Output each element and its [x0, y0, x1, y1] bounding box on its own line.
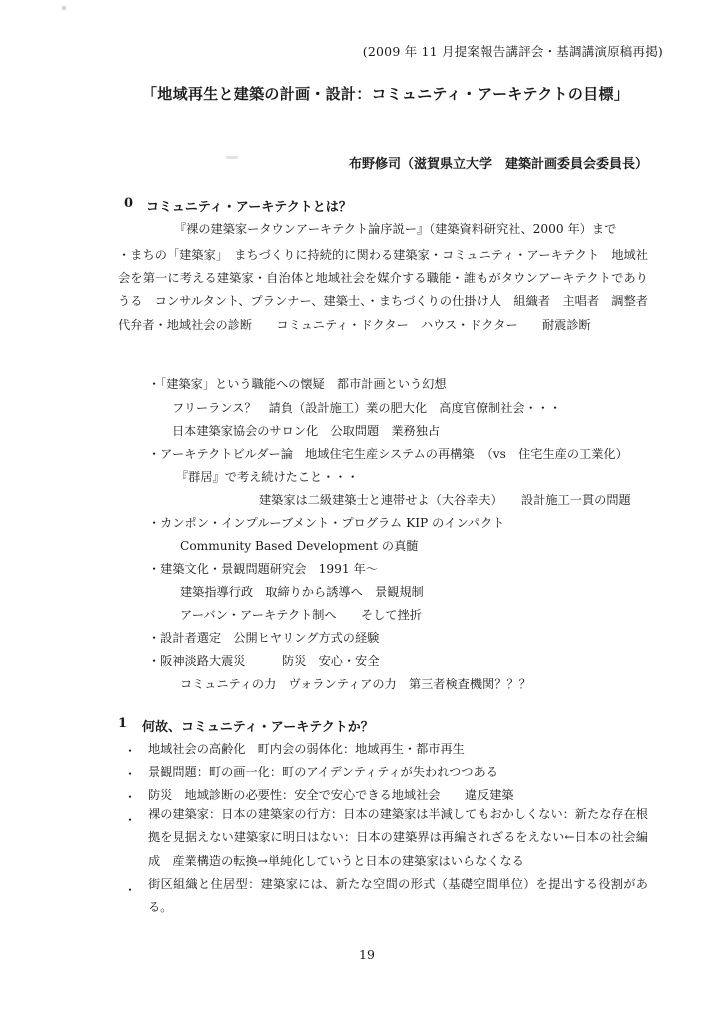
list-line: ・建築文化・景観問題研究会 1991 年～ [148, 562, 378, 576]
list-line: 建築指導行政 取締りから誘導へ 景観規制 [180, 585, 424, 599]
section-0-number: 0 [124, 196, 134, 211]
section-1-heading: 何故、コミュニティ・アーキテクトか？ [142, 720, 374, 735]
list-line: 建築家は二級建築士と連帯せよ（大谷幸夫） 設計施工一貫の問題 [259, 493, 631, 507]
list-line: ・アーキテクトビルダー論 地域住宅生産システムの再構築 （vs 住宅生産の工業化） [148, 447, 628, 461]
page-number: 19 [359, 947, 375, 962]
list-line: アーバン・アーキテクト制へ そして挫折 [180, 608, 422, 622]
list-line: 『群居』で考え続けたこと・・・ [176, 470, 359, 484]
bullet-marker: ・ [124, 883, 137, 897]
author-line: 布野修司（滋賀県立大学 建築計画委員会委員長） [349, 157, 649, 172]
list-line: ・「建築家」という職能への懐疑 都市計画という幻想 [148, 377, 447, 391]
bullet-marker: ・ [124, 790, 137, 804]
section-1-item: 裸の建築家：日本の建築家の行方：日本の建築家は半減してもおかしくない：新たな存在根拠を見据えない建築家に明日はない：日本の建築界は再編されざるをえない←日本の社会編成 産業構造の転換→単純化していうと日本の建築家はいらなくなる [148, 807, 648, 868]
list-line: ・カンポン・インプルーブメント・プログラム KIP のインパクト [148, 516, 505, 530]
list-line: Community Based Development の真髄 [180, 539, 419, 553]
header-note: (2009 年 11 月提案報告講評会・基調講演原稿再掲) [362, 44, 663, 59]
bullet-marker: ・ [124, 744, 137, 758]
list-line: フリーランス？ 請負（設計施工）業の肥大化 高度官僚制社会・・・ [172, 401, 562, 415]
scan-speck [226, 156, 238, 159]
section-1-item: 景観問題：町の画一化：町のアイデンティティが失われつつある [148, 765, 498, 779]
list-line: 日本建築家協会のサロン化 公取問題 業務独占 [172, 424, 441, 438]
section-0-paragraph: ・まちの「建築家」 まちづくりに持続的に関わる建築家・コミュニティ・アーキテクト 地域社会を第一に考える建築家・自治体と地域社会を媒介する職能・誰もがタウンアーキテクトでありうる コンサルタント、プランナー、建築士、・まちづくりの仕掛け人 組織者 主唱者 調整者 代弁者・地域社会の診断 コミュニティ・ドクター ハウス・ドクター 耐震診断 [118, 248, 661, 332]
list-line: コミュニティの力 ヴォランティアの力 第三者検査機関？？？ [180, 677, 531, 691]
section-0-heading: コミュニティ・アーキテクトとは？ [146, 200, 352, 215]
section-1-item: 防災 地域診断の必要性：安全で安心できる地域社会 違反建築 [148, 788, 514, 802]
document-title: 「地域再生と建築の計画・設計：コミュニティ・アーキテクトの目標」 [142, 85, 630, 103]
list-line: ・設計者選定 公開ヒヤリング方式の経験 [148, 631, 380, 645]
section-0-reference: 『裸の建築家ータウンアーキテクト論序説ー』（建築資料研究社、2000 年）まで [174, 222, 617, 236]
section-1-item: 地域社会の高齢化 町内会の弱体化：地域再生・都市再生 [148, 742, 465, 756]
section-1-number: 1 [118, 716, 128, 731]
scan-speck [62, 6, 66, 10]
bullet-marker: ・ [124, 767, 137, 781]
section-1-item: 街区組織と住居型：建築家には、新たな空間の形式（基礎空間単位）を提出する役割がある。 [148, 877, 648, 915]
bullet-marker: ・ [124, 813, 137, 827]
list-line: ・阪神淡路大震災 防災 安心・安全 [148, 654, 380, 668]
